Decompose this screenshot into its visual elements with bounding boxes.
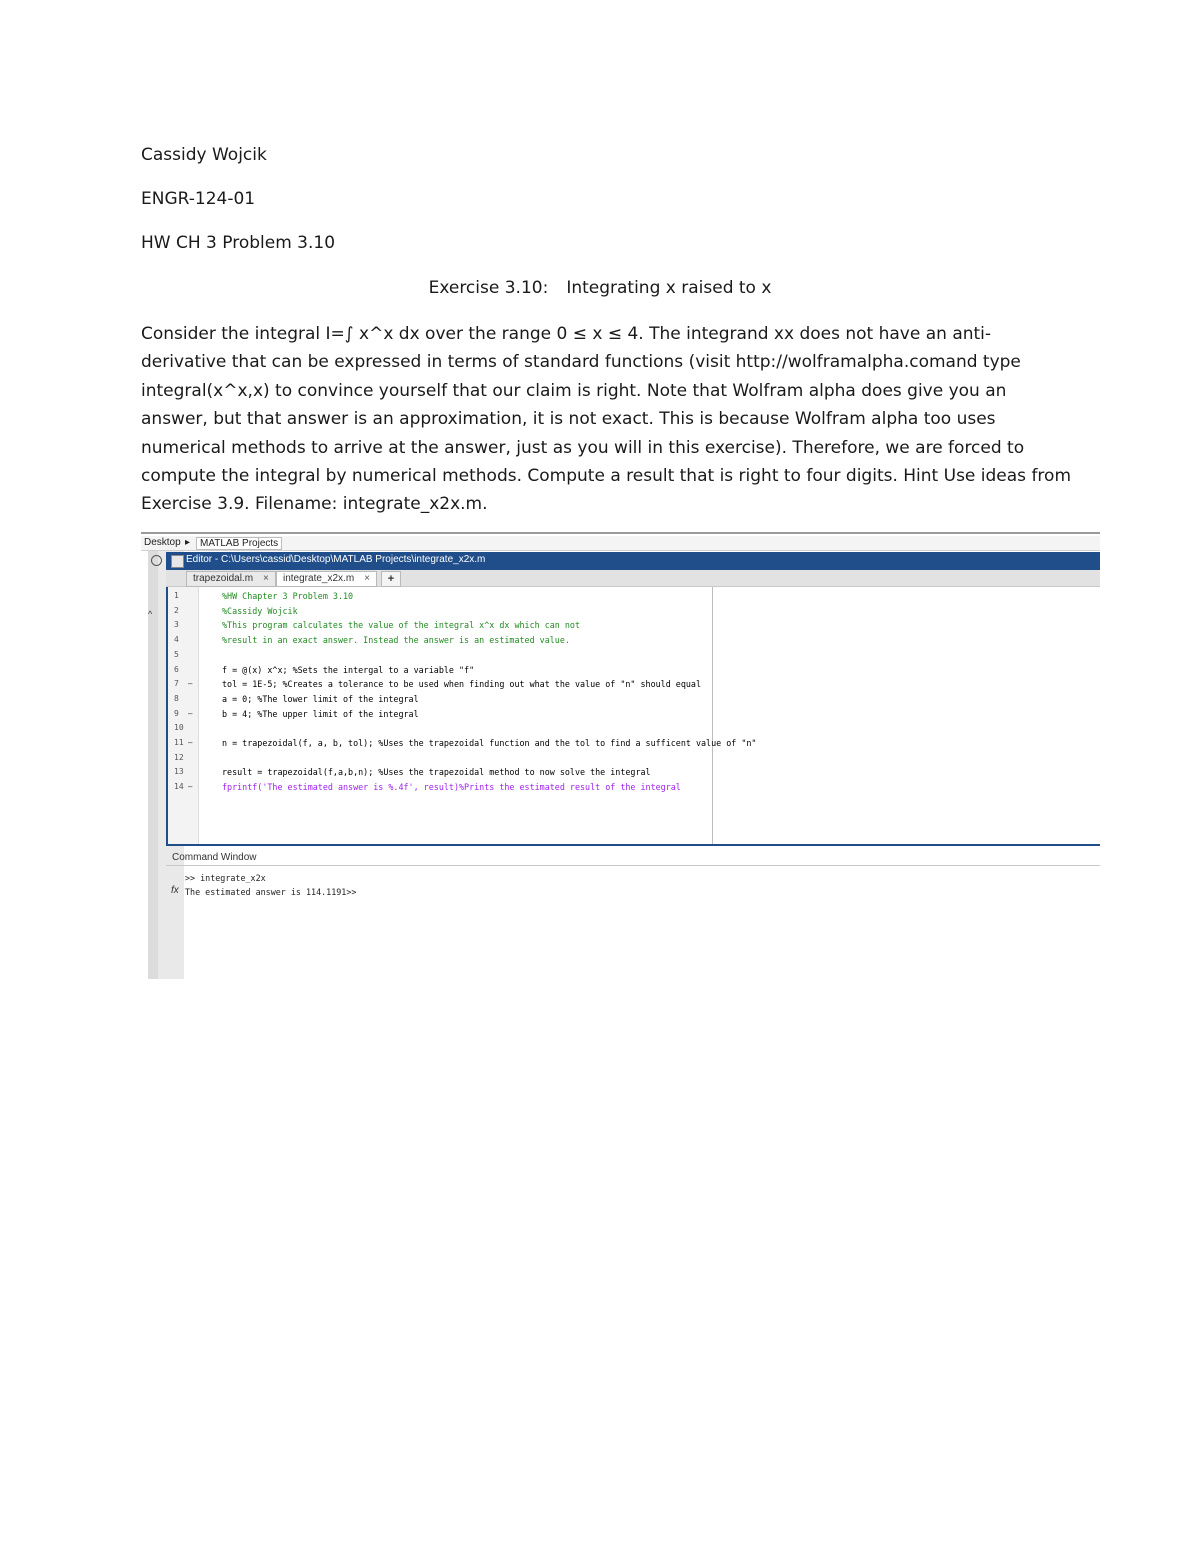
breadcrumb-arrow-icon: ▸: [185, 537, 191, 548]
editor-tab-bar: [166, 570, 1100, 587]
close-icon[interactable]: ×: [364, 573, 370, 584]
line-number-gutter: [168, 587, 199, 845]
command-window-title: Command Window: [172, 852, 257, 863]
line-number: 12: [174, 752, 184, 762]
breadcrumb-folder[interactable]: MATLAB Projects: [196, 537, 282, 550]
tab-trapezoidal[interactable]: [186, 571, 276, 587]
divider: [141, 532, 1100, 534]
line-number: 9: [174, 708, 179, 718]
course-code: ENGR-124-01: [141, 189, 256, 209]
tab-label: trapezoidal.m: [193, 573, 254, 584]
code-line[interactable]: n = trapezoidal(f, a, b, tol); %Uses the trapezoidal function and the tol to find a sufficent value of "n": [222, 738, 757, 748]
command-input-line: >> integrate_x2x: [185, 873, 266, 883]
code-line[interactable]: a = 0; %The lower limit of the integral: [222, 693, 419, 704]
fx-prompt-icon: fx: [171, 885, 179, 896]
author-name: Cassidy Wojcik: [141, 145, 267, 165]
exercise-heading: [0, 278, 1200, 298]
tab-label: integrate_x2x.m: [283, 573, 355, 584]
right-margin-line: [712, 587, 713, 845]
editor-titlebar: [166, 552, 1100, 570]
line-number: 14: [174, 782, 184, 792]
line-number: 8: [174, 693, 179, 703]
scroll-up-icon[interactable]: ^: [148, 609, 153, 619]
code-line[interactable]: result = trapezoidal(f,a,b,n); %Uses the trapezoidal method to now solve the integral: [222, 767, 651, 778]
matlab-screenshot: [141, 532, 1100, 979]
code-line[interactable]: tol = 1E-5; %Creates a tolerance to be used when finding out what the value of "n" should equal: [222, 679, 702, 690]
assignment-title: HW CH 3 Problem 3.10: [141, 233, 336, 253]
line-number: 7: [174, 679, 179, 689]
code-line[interactable]: %Cassidy Wojcik: [222, 605, 298, 616]
line-number: 5: [174, 649, 179, 659]
code-line[interactable]: %This program calculates the value of the integral x^x dx which can not: [222, 620, 580, 631]
code-line[interactable]: %HW Chapter 3 Problem 3.10: [222, 591, 354, 601]
line-number: 6: [174, 664, 179, 674]
code-line[interactable]: b = 4; %The upper limit of the integral: [222, 708, 419, 719]
editor-border: [166, 844, 1100, 846]
breadcrumb-root[interactable]: Desktop: [144, 537, 181, 548]
line-number: 4: [174, 635, 179, 645]
command-window-header: [166, 851, 1100, 866]
breakpoint-dash[interactable]: –: [188, 679, 193, 689]
add-tab-button[interactable]: +: [381, 571, 401, 587]
line-number: 3: [174, 620, 179, 630]
code-line[interactable]: fprintf('The estimated answer is %.4f', result)%Prints the estimated result of the integral: [222, 782, 681, 793]
breakpoint-dash[interactable]: –: [188, 782, 193, 792]
problem-statement: Consider the integral I=∫ x^x dx over the range 0 ≤ x ≤ 4. The integrand xx does not have an anti-derivative that can be expressed in terms of standard functions (visit http://wolframalpha.comand type integral(x^x,x) to convince yourself that our claim is right. Note that Wolfram alpha does give you an answer, but that answer is an approximation, it is not exact. This is because Wolfram alpha too uses numerical methods to arrive at the answer, just as you will in this exercise). Therefore, we are forced to compute the integral by numerical methods. Compute a result that is right to four digits. Hint Use ideas from Exercise 3.9. Filename: integrate_x2x.m.: [141, 324, 1072, 515]
code-line[interactable]: %result in an exact answer. Instead the answer is an estimated value.: [222, 635, 570, 646]
line-number: 1: [174, 591, 179, 600]
line-number: 11: [174, 738, 184, 747]
line-number: 10: [174, 723, 184, 733]
command-output-line: The estimated answer is 114.1191>>: [185, 887, 357, 897]
editor-title: Editor - C:\Users\cassid\Desktop\MATLAB Projects\integrate_x2x.m: [186, 554, 486, 565]
tab-integrate-x2x[interactable]: [276, 571, 377, 587]
code-line[interactable]: f = @(x) x^x; %Sets the intergal to a variable "f": [222, 664, 475, 675]
panel-circle-icon[interactable]: [151, 555, 162, 566]
exercise-title: Integrating x raised to x: [566, 278, 772, 298]
editor-pencil-icon: [171, 555, 184, 568]
breakpoint-dash[interactable]: –: [188, 708, 193, 718]
breakpoint-dash[interactable]: –: [188, 738, 193, 747]
exercise-label: Exercise 3.10:: [428, 278, 549, 298]
line-number: 13: [174, 767, 184, 777]
breadcrumb: [141, 536, 1100, 551]
code-editor[interactable]: [166, 587, 1102, 845]
line-number: 2: [174, 605, 179, 615]
close-icon[interactable]: ×: [263, 573, 269, 584]
